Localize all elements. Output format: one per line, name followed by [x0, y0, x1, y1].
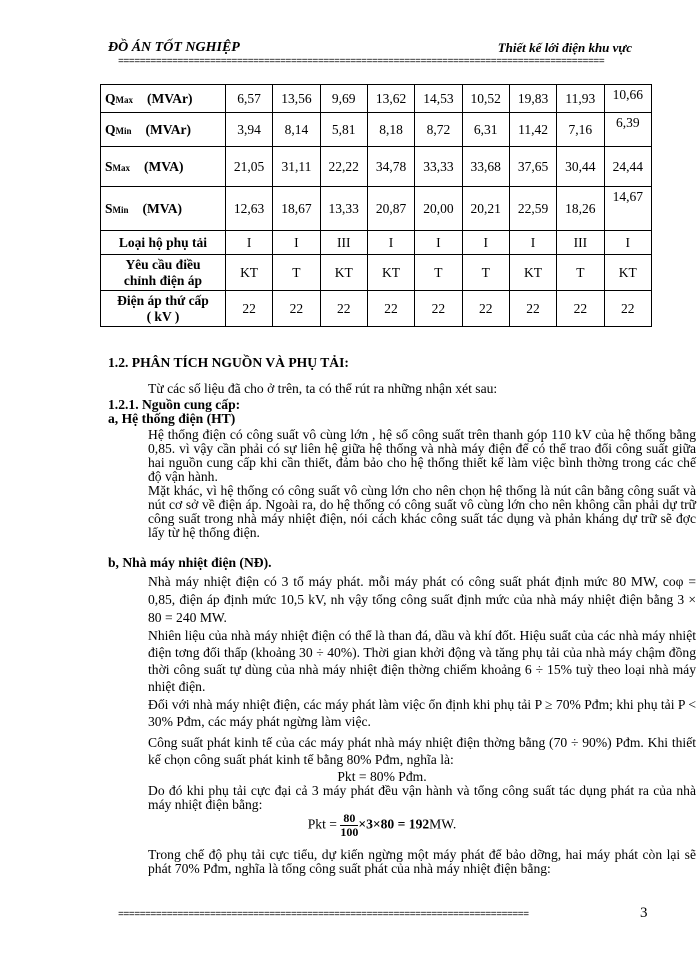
table-cell: 8,72: [415, 113, 462, 147]
table-cell: 6,57: [225, 85, 272, 113]
table-cell: T: [462, 255, 509, 291]
table-cell: 13,33: [320, 187, 367, 231]
row-label: SMin (MVA): [101, 187, 226, 231]
table-cell: I: [604, 231, 651, 255]
table-cell: 18,26: [557, 187, 604, 231]
table-cell: T: [273, 255, 320, 291]
row-label: Điện áp thứ cấp ( kV ): [101, 291, 226, 327]
paragraph-a1: Hệ thống điện có công suất vô cùng lớn , hệ số công suất trên thanh góp 110 kV của hệ thống bằng 0,85. vì vậy cần phải có sự liên hệ giữa hệ thống và nhà máy điện để có thể trao đổi công suất giữa hai nguồn cung cấp khi cần thiết, đảm bảo cho hệ thống thiết kế làm việc bình thờng trong các chế độ vận hành.: [148, 427, 696, 484]
paragraph-b4: Công suất phát kinh tế của các máy phát nhà máy nhiệt điện thờng bằng (70 ÷ 90%) Pđm. Khi thiết kế chọn công suất phát kinh tế bằng 80% Pđm, nghĩa là:: [148, 735, 696, 767]
row-label: Loại hộ phụ tải: [101, 231, 226, 255]
table-cell: T: [557, 255, 604, 291]
paragraph-b1: Nhà máy nhiệt điện có 3 tổ máy phát. mỗi máy phát có công suất phát định mức 80 MW, coφ = 0,85, điện áp định mức 10,5 kV, nh vậy tổng công suất định mức của nhà máy nhiệt điện bằng 3 × 80 = 240 MW.: [148, 574, 696, 625]
page-number: 3: [640, 905, 648, 921]
row-label: QMin (MVAr): [101, 113, 226, 147]
footer-rule: ============================================================================: [118, 910, 529, 921]
table-cell: 22,59: [509, 187, 556, 231]
table-cell: I: [367, 231, 414, 255]
table-cell: KT: [509, 255, 556, 291]
table-cell: T: [415, 255, 462, 291]
table-cell: I: [462, 231, 509, 255]
table-cell: 19,83: [509, 85, 556, 113]
header-subtitle: Thiết kế lới điện khu vực: [497, 40, 632, 55]
table-cell: 34,78: [367, 147, 414, 187]
eq-fraction: [340, 812, 358, 839]
table-row: [101, 187, 652, 231]
table-cell: III: [557, 231, 604, 255]
table-cell: 13,62: [367, 85, 414, 113]
row-label: SMax (MVA): [101, 147, 226, 187]
table-cell: 24,44: [604, 147, 651, 187]
subsection-title: 1.2.1. Nguồn cung cấp:: [108, 397, 241, 412]
heading-b: b, Nhà máy nhiệt điện (NĐ).: [108, 555, 272, 570]
table-cell: 8,18: [367, 113, 414, 147]
table-cell: 20,21: [462, 187, 509, 231]
load-data-table: [100, 84, 652, 327]
table-cell: 20,00: [415, 187, 462, 231]
table-cell: 22: [273, 291, 320, 327]
heading-a: a, Hệ thống điện (HT): [108, 411, 236, 426]
header-rule: ==========================================================================================: [118, 58, 605, 68]
table-cell: 10,66: [604, 85, 651, 113]
table-cell: KT: [604, 255, 651, 291]
table-cell: 22: [462, 291, 509, 327]
table-cell: 18,67: [273, 187, 320, 231]
equation-total: [108, 812, 656, 839]
table-cell: 3,94: [225, 113, 272, 147]
table-cell: 5,81: [320, 113, 367, 147]
table-cell: 33,33: [415, 147, 462, 187]
table-cell: 30,44: [557, 147, 604, 187]
table-cell: KT: [367, 255, 414, 291]
row-label: QMax (MVAr): [101, 85, 226, 113]
table-cell: 6,31: [462, 113, 509, 147]
section-title: 1.2. PHÂN TÍCH NGUỒN VÀ PHỤ TẢI:: [108, 355, 349, 370]
table-cell: 11,93: [557, 85, 604, 113]
table-cell: I: [225, 231, 272, 255]
table-row: [101, 291, 652, 327]
table-cell: III: [320, 231, 367, 255]
table-cell: 22: [225, 291, 272, 327]
header-title: ĐỒ ÁN TỐT NGHIỆP: [108, 40, 240, 55]
table-cell: 20,87: [367, 187, 414, 231]
row-label: Yêu cầu điều chỉnh điện áp: [101, 255, 226, 291]
table-cell: 12,63: [225, 187, 272, 231]
equation-pkt: Pkt = 80% Pđm.: [337, 769, 427, 784]
intro-text: Từ các số liệu đã cho ở trên, ta có thể rút ra những nhận xét sau:: [148, 381, 498, 396]
table-cell: KT: [225, 255, 272, 291]
table-cell: 37,65: [509, 147, 556, 187]
table-row: [101, 85, 652, 113]
eq-denominator: 100: [340, 825, 359, 839]
table-row: [101, 231, 652, 255]
table-cell: 14,53: [415, 85, 462, 113]
table-cell: 22: [604, 291, 651, 327]
table-cell: 7,16: [557, 113, 604, 147]
eq-rhs: ×3×80 = 192: [358, 816, 430, 832]
table-cell: 22: [557, 291, 604, 327]
table-cell: 21,05: [225, 147, 272, 187]
table-cell: 33,68: [462, 147, 509, 187]
table-cell: I: [273, 231, 320, 255]
table-cell: 22,22: [320, 147, 367, 187]
table-row: [101, 113, 652, 147]
paragraph-b5: Do đó khi phụ tải cực đại cả 3 máy phát đều vận hành và tổng công suất tác dụng phát ra của nhà máy nhiệt điện bằng:: [148, 783, 696, 812]
table-cell: 11,42: [509, 113, 556, 147]
table-cell: 22: [415, 291, 462, 327]
table-cell: 22: [367, 291, 414, 327]
table-cell: 10,52: [462, 85, 509, 113]
table-cell: KT: [320, 255, 367, 291]
paragraph-b6: Trong chế độ phụ tải cực tiểu, dự kiến ngừng một máy phát để bảo dỡng, hai máy phát còn lại sẽ phát 70% Pđm, nghĩa là tổng công suất phát của nhà máy nhiệt điện bằng:: [148, 847, 696, 876]
table-row: [101, 147, 652, 187]
table-cell: 8,14: [273, 113, 320, 147]
eq-lhs: Pkt =: [307, 816, 337, 832]
section-heading: [108, 356, 656, 370]
eq-unit: MW.: [429, 816, 457, 832]
table-row: [101, 255, 652, 291]
table-cell: 9,69: [320, 85, 367, 113]
table-cell: I: [509, 231, 556, 255]
table-cell: 22: [320, 291, 367, 327]
table-cell: 22: [509, 291, 556, 327]
paragraph-b2: Nhiên liệu của nhà máy nhiệt điện có thể là than đá, dầu và khí đốt. Hiệu suất của các nhà máy nhiệt điện tơng đối thấp (khoảng 30 ÷ 40%). Thời gian khởi động và tăng phụ tải của nhà máy chậm đồng thời công suất tự dùng của nhà máy nhiệt điện thờng chiếm khoảng 6 ÷ 15% tuỳ theo loại nhà máy nhiệt điện.: [148, 628, 696, 694]
table-cell: 14,67: [604, 187, 651, 231]
eq-numerator: 80: [340, 812, 358, 826]
table-cell: 6,39: [604, 113, 651, 147]
table-cell: I: [415, 231, 462, 255]
paragraph-b3: Đối với nhà máy nhiệt điện, các máy phát làm việc ổn định khi phụ tải P ≥ 70% Pđm; khi phụ tải P < 30% Pđm, các máy phát ngừng làm việc.: [148, 697, 696, 729]
table-cell: 31,11: [273, 147, 320, 187]
paragraph-a2: Mặt khác, vì hệ thống có công suất vô cùng lớn cho nên chọn hệ thống là nút cân bằng công suất và nút cơ sở về điện áp. Ngoài ra, do hệ thống có công suất vô cùng lớn cho nên không cần phải dự trữ công suất trong nhà máy nhiệt điện, nói cách khác công suất tác dụng và phản kháng dự trữ sẽ đợc lấy từ hệ thống điện.: [148, 483, 696, 540]
table-cell: 13,56: [273, 85, 320, 113]
